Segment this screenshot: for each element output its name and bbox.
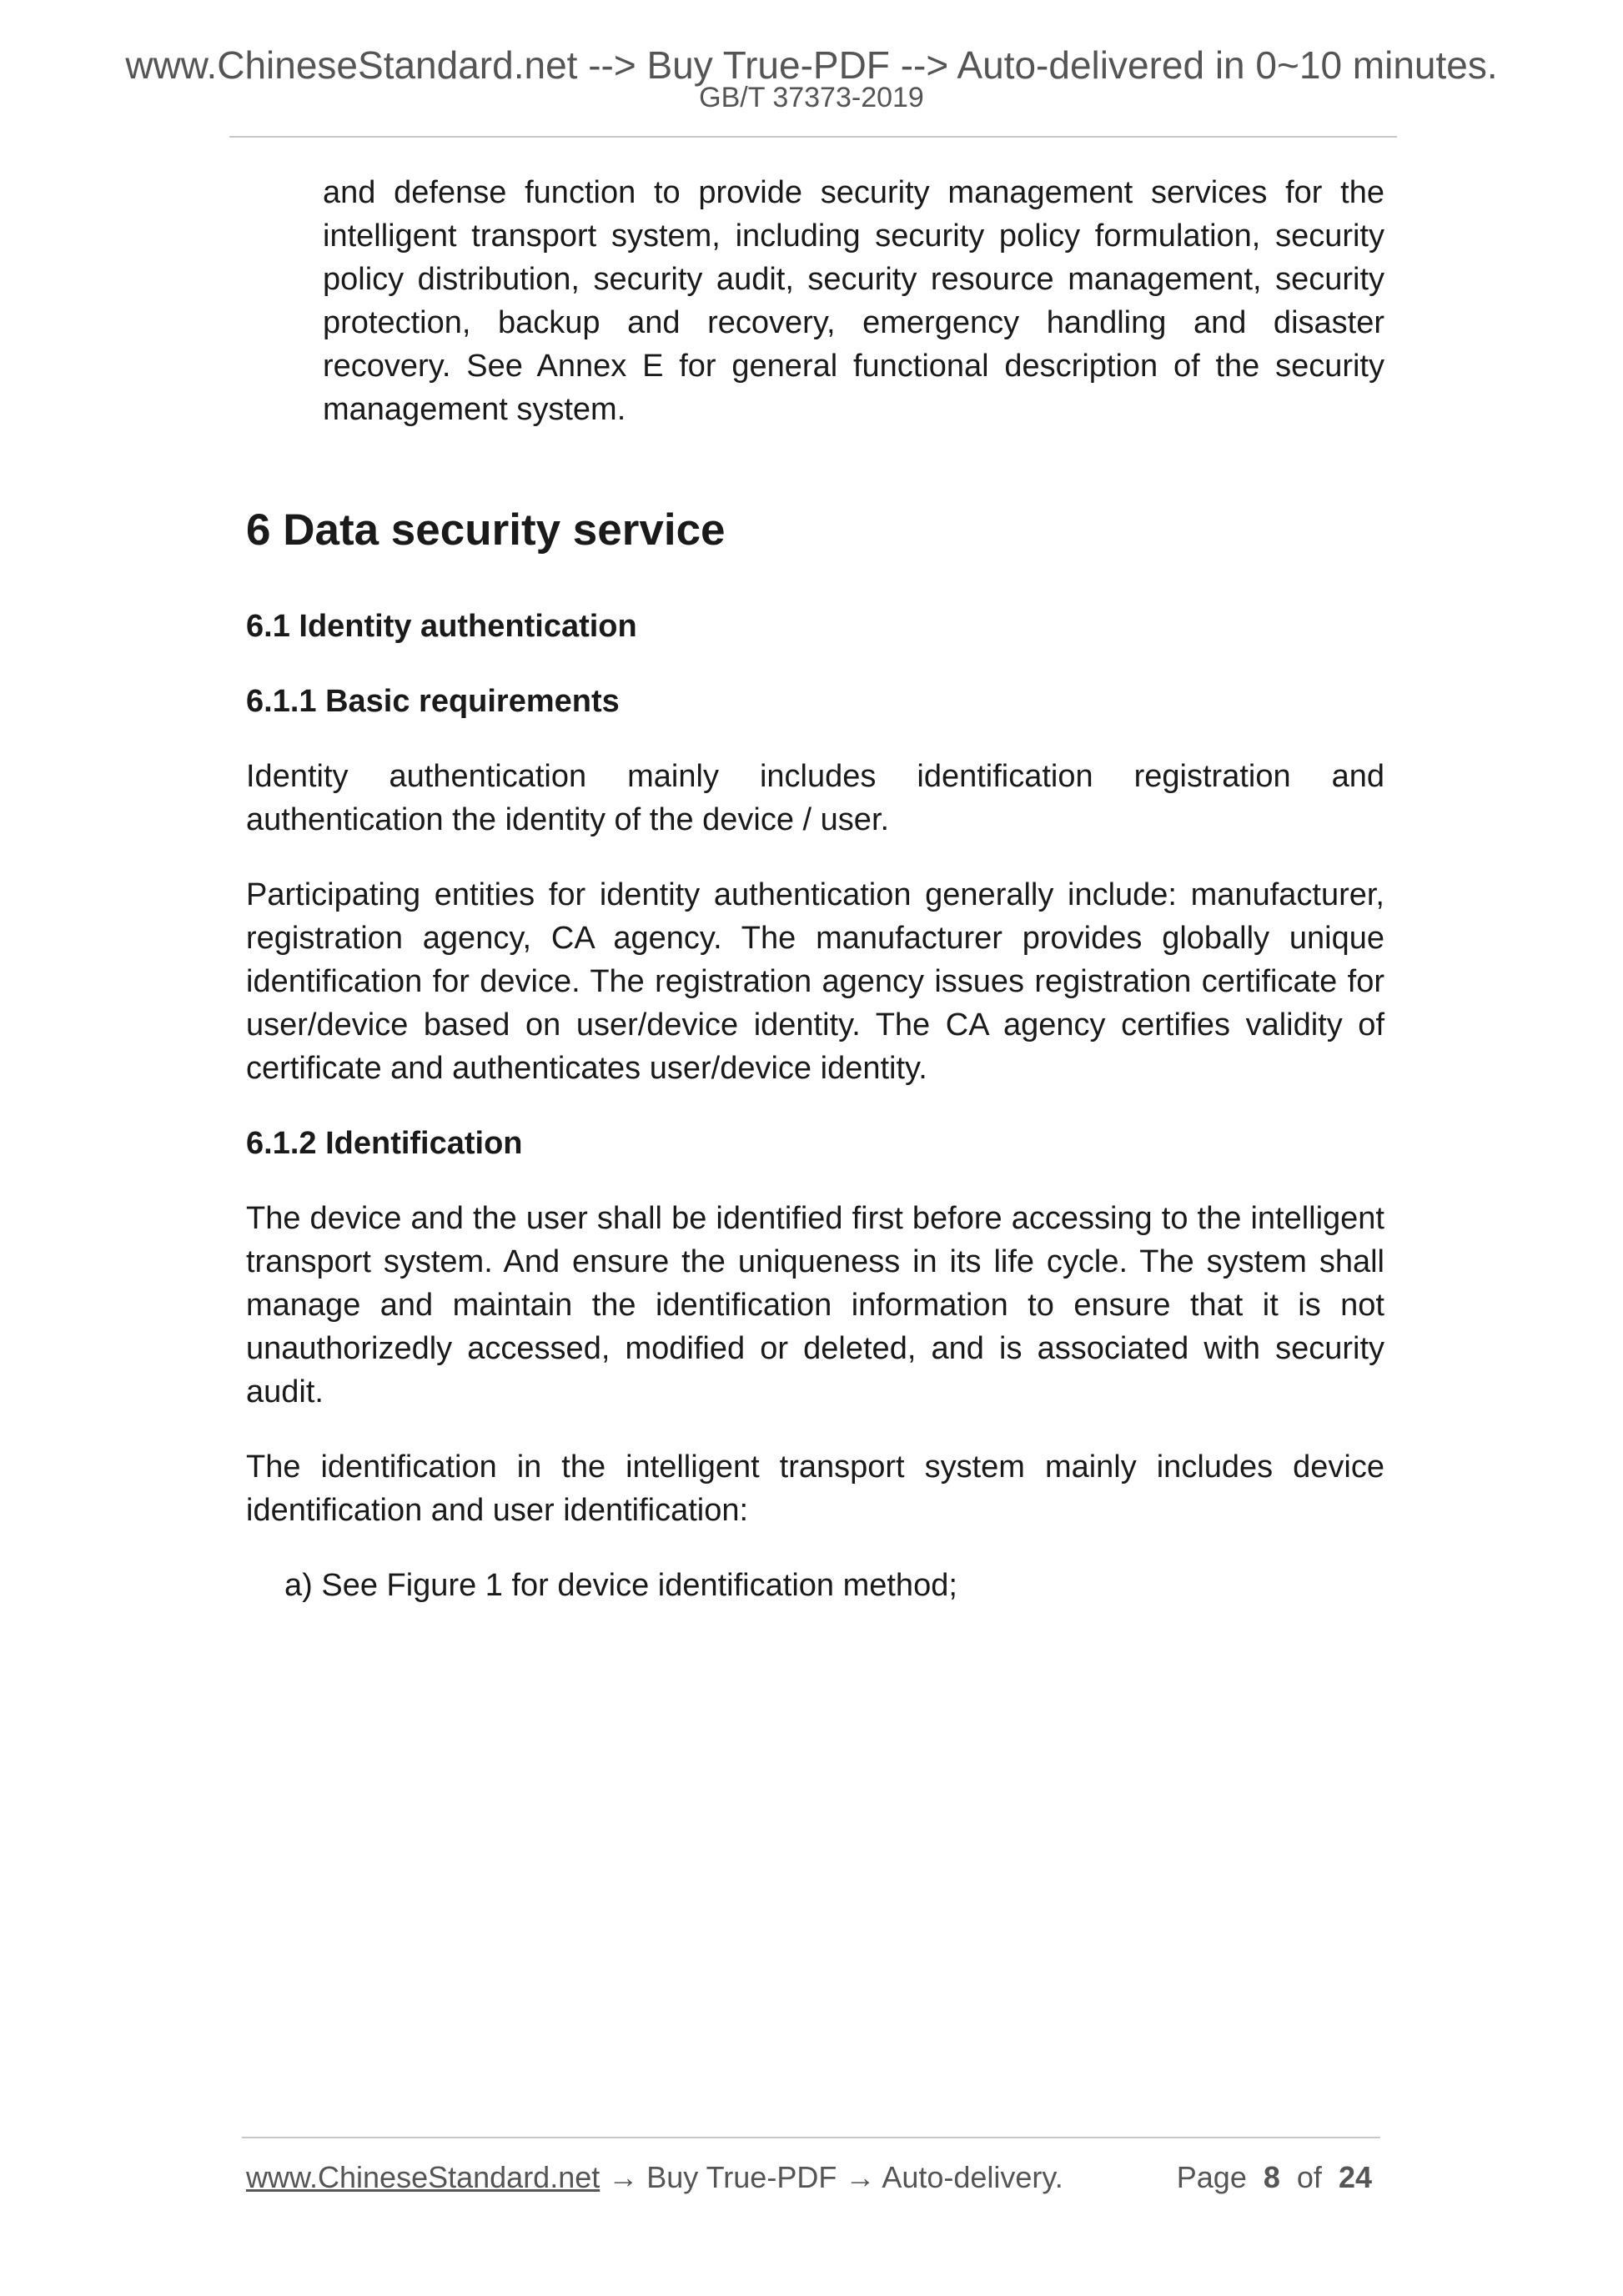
list-item-a: a) See Figure 1 for device identification method; [284,1568,957,1603]
section-6-1-1-heading: 6.1.1 Basic requirements [246,684,620,719]
section-6-1-heading: 6.1 Identity authentication [246,609,637,644]
page-number: 8 [1263,2160,1280,2194]
section-6-1-2-paragraph-2: The identification in the intelligent transport system mainly includes device identification and user identification: [246,1449,1384,1528]
standard-code: GB/T 37373-2019 [699,82,924,113]
page-label: Page [1176,2160,1247,2194]
section-6-heading: 6 Data security service [246,505,726,555]
page-indicator [1177,2156,1372,2199]
footer-promo [246,2156,1063,2199]
section-6-1-1-paragraph-2: Participating entities for identity authentication generally include: manufacturer, registration agency, CA agency. The manufacturer provides globally unique identification for device. The registration agency issues registration certificate for user/device based on user/device identity. The CA agency certifies validity of certificate and authenticates user/device identity. [246,877,1384,1086]
intro-paragraph: and defense function to provide security management services for the intelligent transport system, including security policy formulation, security policy distribution, security audit, security resource management, security protection, backup and recovery, emergency handling and disaster recovery. See Annex E for general functional description of the security management system. [323,175,1384,427]
header-divider [229,136,1397,138]
section-6-1-2-paragraph-1: The device and the user shall be identified first before accessing to the intelligent transport system. And ensure the uniqueness in its life cycle. The system shall manage and maintain the identification information to ensure that it is not unauthorizedly accessed, modified or deleted, and is associated with security audit. [246,1201,1384,1409]
footer-divider [242,2137,1380,2138]
footer-site-link[interactable]: www.ChineseStandard.net [246,2160,600,2194]
footer-delivery-text: → Buy True-PDF → Auto-delivery. [600,2160,1063,2194]
section-6-1-2-heading: 6.1.2 Identification [246,1126,523,1161]
page-content [246,171,1384,1607]
of-label: of [1296,2160,1322,2194]
page-footer [246,2156,1372,2199]
total-pages: 24 [1338,2160,1372,2194]
section-6-1-1-paragraph-1: Identity authentication mainly includes identification registration and authentication the identity of the device / user. [246,759,1384,837]
top-banner: www.ChineseStandard.net --> Buy True-PDF --> Auto-delivered in 0~10 minutes. [125,43,1498,87]
